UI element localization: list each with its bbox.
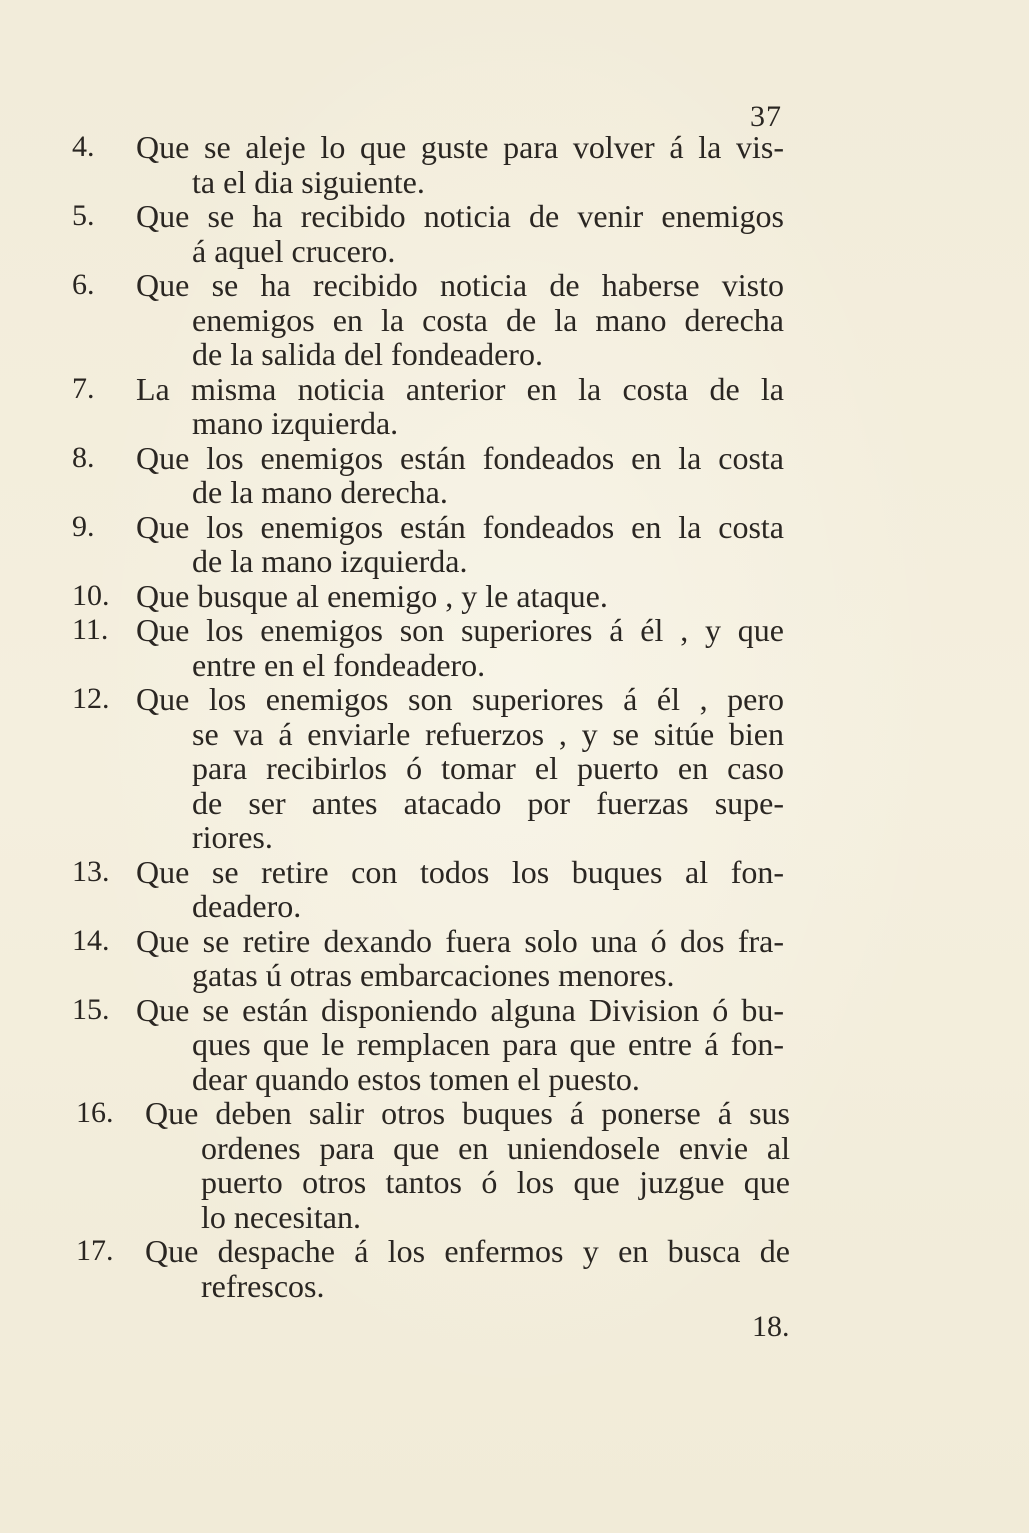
entry-line: Que los enemigos están fondeados en la costa: [136, 439, 784, 476]
entry-line: Que se ha recibido noticia de haberse visto: [136, 267, 784, 303]
catchword: 18.: [752, 1310, 790, 1343]
entry-text: [136, 993, 784, 1097]
entry-line: lo necesitan.: [201, 1198, 361, 1235]
entry-number: 4.: [72, 130, 95, 163]
signal-entry-16: [0, 1096, 1029, 1234]
entry-text: [136, 579, 784, 614]
signal-entry-5: [0, 199, 1029, 268]
entry-line: de ser antes atacado por fuerzas supe-: [192, 784, 784, 821]
entry-text: [136, 613, 784, 682]
signal-entry-9: [0, 510, 1029, 579]
entry-number: 14.: [72, 923, 110, 957]
entry-line: de la mano derecha.: [192, 474, 448, 510]
entry-line: Que deben salir otros buques á ponerse á sus: [145, 1095, 790, 1131]
entry-text: [136, 682, 784, 855]
entry-line: La misma noticia anterior en la costa de la: [136, 370, 784, 407]
entry-number: 11.: [72, 613, 109, 646]
entry-line: Que los enemigos son superiores á él , pero: [136, 681, 784, 717]
entry-line: Que se retire dexando fuera solo una ó dos fra-: [136, 922, 784, 959]
entry-line: mano izquierda.: [192, 405, 399, 441]
entry-line: ordenes para que en uniendosele envie al: [201, 1129, 790, 1166]
entry-line: Que se aleje lo que guste para volver á la vis-: [136, 129, 784, 165]
entry-number: 8.: [72, 440, 95, 474]
signal-entry-6: [0, 268, 1029, 372]
entry-number: 12.: [72, 682, 110, 715]
entry-text: [136, 268, 784, 372]
entry-line: Que despache á los enfermos y en busca de: [145, 1233, 790, 1269]
entry-line: entre en el fondeadero.: [192, 646, 486, 683]
entry-line: Que se retire con todos los buques al fon-: [136, 853, 784, 890]
signal-entry-13: [0, 855, 1029, 924]
entry-text: [136, 372, 784, 441]
signal-entry-12: [0, 682, 1029, 855]
entry-line: ta el dia siguiente.: [192, 163, 425, 200]
entry-line: deadero.: [192, 888, 302, 924]
signal-entry-15: [0, 993, 1029, 1097]
entry-line: se va á enviarle refuerzos , y se sitúe bien: [192, 715, 784, 752]
signal-entry-17: [0, 1234, 1029, 1303]
entry-line: riores.: [192, 819, 273, 855]
entry-text: [136, 924, 784, 993]
entry-number: 9.: [72, 509, 95, 543]
entry-text: [136, 510, 784, 579]
entry-line: puerto otros tantos ó los que juzgue que: [201, 1164, 790, 1200]
entry-line: Que se están disponiendo alguna Division ó bu-: [136, 991, 784, 1028]
entry-text: [136, 855, 784, 924]
entry-number: 5.: [72, 199, 95, 232]
page-number: 37: [750, 100, 782, 133]
entry-text: [136, 199, 784, 268]
signal-entry-11: [0, 613, 1029, 682]
entry-number: 15.: [72, 992, 110, 1026]
entry-line: Que se ha recibido noticia de venir enemigos: [136, 198, 784, 234]
signal-entry-10: [0, 579, 1029, 614]
entry-line: refrescos.: [201, 1267, 325, 1304]
entry-line: ques que le remplacen para que entre á fon-: [192, 1026, 784, 1062]
entry-line: para recibirlos ó tomar el puerto en caso: [192, 750, 784, 786]
entry-number: 16.: [76, 1096, 114, 1129]
signal-entry-8: [0, 441, 1029, 510]
entry-text: [145, 1234, 790, 1303]
entry-line: Que busque al enemigo , y le ataque.: [136, 577, 608, 614]
entry-line: gatas ú otras embarcaciones menores.: [192, 957, 675, 993]
entry-line: de la mano izquierda.: [192, 543, 468, 579]
entry-line: á aquel crucero.: [192, 232, 396, 269]
entry-text: [136, 130, 784, 199]
signal-entry-7: [0, 372, 1029, 441]
entry-text: [136, 441, 784, 510]
entry-line: Que los enemigos están fondeados en la costa: [136, 508, 784, 545]
entry-number: 10.: [72, 578, 110, 612]
entry-number: 17.: [76, 1234, 114, 1267]
entry-text: [145, 1096, 790, 1234]
entry-line: enemigos en la costa de la mano derecha: [192, 301, 784, 338]
entry-number: 6.: [72, 268, 95, 301]
entry-number: 13.: [72, 854, 110, 888]
signal-entry-4: [0, 130, 1029, 199]
signal-entry-14: [0, 924, 1029, 993]
entry-number: 7.: [72, 371, 95, 405]
signal-list: [0, 130, 1029, 1303]
entry-line: de la salida del fondeadero.: [192, 336, 543, 372]
entry-line: dear quando estos tomen el puesto.: [192, 1060, 640, 1097]
entry-line: Que los enemigos son superiores á él , y que: [136, 612, 784, 648]
